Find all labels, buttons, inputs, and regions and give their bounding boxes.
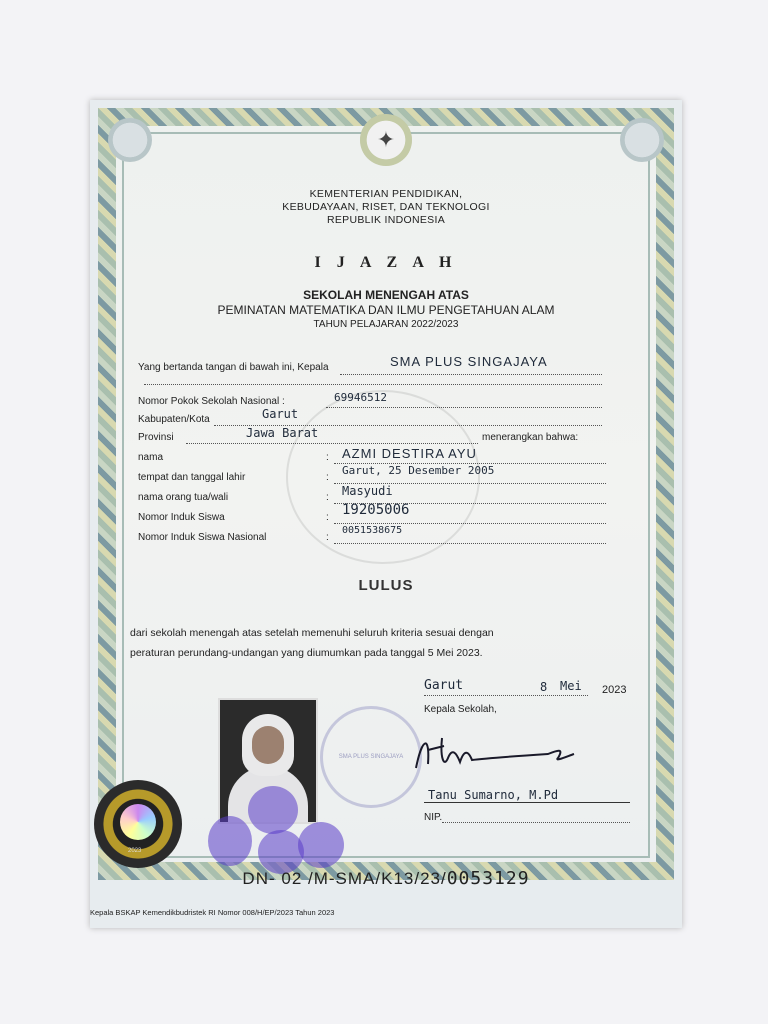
signing-year: 2023 [602, 684, 627, 696]
hologram-seal [94, 780, 182, 868]
nis-label: Nomor Induk Siswa [138, 512, 225, 523]
signature-icon [408, 728, 578, 778]
colon: : [326, 472, 329, 483]
dotted-line [334, 543, 606, 544]
province-label: Provinsi [138, 432, 174, 443]
parent-value: Masyudi [342, 484, 393, 498]
nisn-value: 0051538675 [342, 525, 403, 536]
thumbprint [208, 816, 252, 866]
npsn-label: Nomor Pokok Sekolah Nasional : [138, 396, 285, 407]
serial-number [90, 868, 682, 889]
student-name: AZMI DESTIRA AYU [342, 446, 477, 461]
city-label: Kabupaten/Kota [138, 414, 210, 425]
dotted-line [424, 695, 588, 696]
nisn-label: Nomor Induk Siswa Nasional [138, 532, 267, 543]
birth-value: Garut, 25 Desember 2005 [342, 464, 495, 477]
garuda-emblem-icon: ✦ [360, 114, 412, 166]
ministry-line-3: REPUBLIK INDONESIA [326, 214, 445, 226]
dotted-line [186, 443, 478, 444]
thumbprint [248, 786, 298, 834]
dotted-line [442, 822, 630, 823]
nis-value: 19205006 [342, 502, 410, 518]
signer-name: Tanu Sumarno, M.Pd [428, 788, 559, 802]
hologram-icon [120, 804, 156, 840]
dotted-line [334, 523, 606, 524]
corner-ornament-top-right [620, 118, 664, 162]
colon: : [326, 532, 329, 543]
program-name: PEMINATAN MATEMATIKA DAN ILMU PENGETAHUAN ALAM [217, 303, 555, 317]
dotted-line [326, 407, 602, 408]
ministry-heading [90, 188, 682, 227]
colon: : [326, 512, 329, 523]
stamp-text: SMA PLUS SINGAJAYA [338, 754, 404, 760]
certificate-sheet [90, 100, 682, 928]
parent-label: nama orang tua/wali [138, 492, 229, 503]
photo-face [252, 726, 284, 764]
serial-prefix: DN- 02 /M-SMA/K13/23/ [242, 869, 447, 888]
thumbprint [298, 822, 344, 868]
signing-day: 8 [540, 680, 548, 694]
signing-month: Mei [560, 679, 582, 693]
birth-label: tempat dan tanggal lahir [138, 472, 246, 483]
result-status: LULUS [358, 577, 414, 594]
certificate-title: I J A Z A H [314, 254, 458, 271]
npsn-value: 69946512 [334, 391, 387, 404]
city-value: Garut [262, 407, 299, 421]
school-stamp [320, 706, 422, 808]
province-value: Jawa Barat [246, 426, 319, 440]
colon: : [326, 452, 329, 463]
signer-role: Kepala Sekolah, [424, 704, 497, 715]
dotted-line [144, 384, 602, 385]
watermark-seal [286, 390, 480, 564]
serial-digits: 0053129 [446, 868, 530, 889]
hologram-year: 2023 [128, 848, 142, 854]
statement-line-2: peraturan perundang-undangan yang diumumkan pada tanggal 5 Mei 2023. [130, 647, 483, 659]
corner-ornament-top-left [108, 118, 152, 162]
nip-label: NIP. [424, 812, 443, 823]
signing-place: Garut [424, 678, 464, 693]
intro-label: Yang bertanda tangan di bawah ini, Kepala [138, 362, 329, 373]
statement-line-1: dari sekolah menengah atas setelah memenuhi seluruh kriteria sesuai dengan [130, 627, 494, 639]
states-label: menerangkan bahwa: [482, 432, 579, 443]
academic-year: TAHUN PELAJARAN 2022/2023 [313, 319, 459, 330]
ministry-line-2: KEBUDAYAAN, RISET, DAN TEKNOLOGI [282, 201, 490, 213]
dotted-line [340, 374, 602, 375]
name-label: nama [138, 452, 164, 463]
school-name: SMA PLUS SINGAJAYA [390, 354, 548, 369]
footer-reference: Kepala BSKAP Kemendikbudristek RI Nomor 008/H/EP/2023 Tahun 2023 [90, 908, 335, 917]
ministry-line-1: KEMENTERIAN PENDIDIKAN, [309, 188, 463, 200]
signature-line [424, 802, 630, 803]
colon: : [326, 492, 329, 503]
school-type: SEKOLAH MENENGAH ATAS [303, 288, 469, 302]
